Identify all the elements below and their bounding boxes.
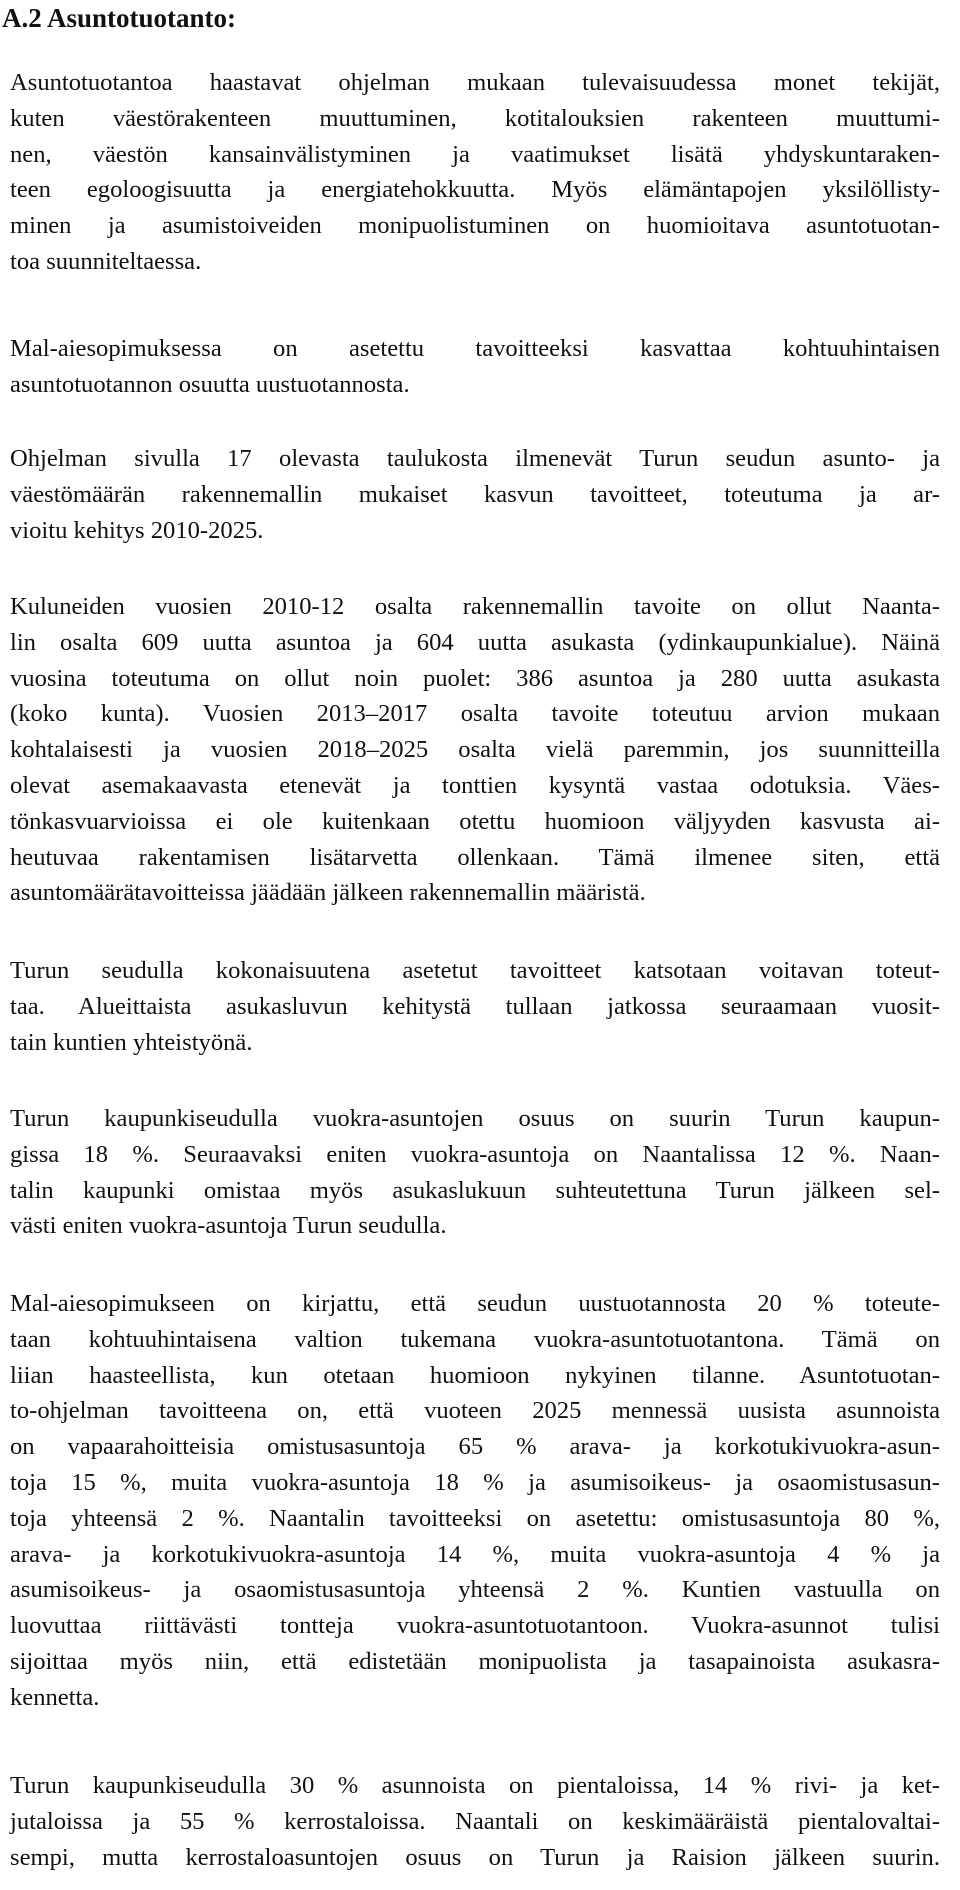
paragraph-rental-share — [10, 1101, 940, 1244]
text-line: toa suunniteltaessa. — [10, 247, 202, 275]
text-line: arava- ja korkotukivuokra-asuntoja 14 %, muita vuokra-asuntoja 4 % ja — [10, 1540, 940, 1568]
text-line: liian haasteellista, kun otetaan huomioon nykyinen tilanne. Asuntotuotan- — [10, 1361, 940, 1389]
text-line: jutaloissa ja 55 % kerrostaloissa. Naantali on keskimääräistä pientalovaltai- — [10, 1807, 940, 1835]
text-line: sempi, mutta kerrostaloasuntojen osuus on Turun ja Raision jälkeen suurin. — [10, 1843, 940, 1871]
text-line: toja yhteensä 2 %. Naantalin tavoitteeksi on asetettu: omistusasuntoja 80 %, — [10, 1504, 940, 1532]
paragraph-tenure-goals — [10, 1286, 940, 1716]
text-line: minen ja asumistoiveiden monipuolistuminen on huomioitava asuntotuotan- — [10, 212, 940, 240]
text-line: on vapaarahoitteisia omistusasuntoja 65 % arava- ja korkotukivuokra-asun- — [10, 1433, 940, 1461]
text-line: Asuntotuotantoa haastavat ohjelman mukaan tulevaisuudessa monet tekijät, — [10, 69, 940, 96]
section-heading: A.2 Asuntotuotanto: — [2, 3, 237, 33]
text-line: Turun kaupunkiseudulla 30 % asunnoista on pientaloissa, 14 % rivi- ja ket- — [10, 1772, 940, 1799]
text-line: Mal-aiesopimuksessa on asetettu tavoitteeksi kasvattaa kohtuuhintaisen — [10, 335, 940, 362]
text-line: Kuluneiden vuosien 2010-12 osalta rakennemallin tavoite on ollut Naanta- — [10, 593, 940, 620]
text-line: heutuvaa rakentamisen lisätarvetta ollenkaan. Tämä ilmenee siten, että — [10, 843, 940, 871]
text-line: tain kuntien yhteistyönä. — [10, 1028, 253, 1056]
paragraph-building-types — [10, 1768, 940, 1875]
text-line: vuosina toteutuma on ollut noin puolet: 386 asuntoa ja 280 uutta asukasta — [10, 664, 940, 692]
text-line: asumisoikeus- ja osaomistusasuntoja yhteensä 2 %. Kuntien vastuulla on — [10, 1576, 940, 1604]
text-line: Turun kaupunkiseudulla vuokra-asuntojen osuus on suurin Turun kaupun- — [10, 1105, 940, 1132]
text-line: olevat asemakaavasta etenevät ja tonttien kysyntä vastaa odotuksia. Väes- — [10, 771, 940, 799]
text-line: kohtalaisesti ja vuosien 2018–2025 osalta vielä paremmin, jos suunnitteilla — [10, 736, 940, 764]
text-line: teen egoloogisuutta ja energiatehokkuutta. Myös elämäntapojen yksilöllisty- — [10, 176, 940, 204]
text-line: nen, väestön kansainvälistyminen ja vaatimukset lisätä yhdyskuntaraken- — [10, 140, 940, 168]
text-line: toja 15 %, muita vuokra-asuntoja 18 % ja asumisoikeus- ja osaomistusasun- — [10, 1468, 940, 1496]
text-line: Ohjelman sivulla 17 olevasta taulukosta ilmenevät Turun seudun asunto- ja — [10, 445, 940, 472]
text-line: sijoittaa myös niin, että edistetään monipuolista ja tasapainoista asukasra- — [10, 1647, 940, 1675]
paragraph-mal-agreement — [10, 331, 940, 403]
text-line: Mal-aiesopimukseen on kirjattu, että seudun uustuotannosta 20 % toteute- — [10, 1290, 940, 1317]
text-line: asuntotuotannon osuutta uustuotannosta. — [10, 370, 410, 398]
text-line: (koko kunta). Vuosien 2013–2017 osalta tavoite toteutuu arvion mukaan — [10, 700, 940, 728]
paragraph-past-years — [10, 589, 940, 911]
text-line: tönkasvuarvioissa ei ole kuitenkaan otettu huomioon väljyyden kasvusta ai- — [10, 807, 940, 835]
text-line: talin kaupunki omistaa myös asukaslukuun suhteutettuna Turun jälkeen sel- — [10, 1176, 940, 1204]
paragraph-regional-targets — [10, 953, 940, 1060]
text-line: lin osalta 609 uutta asuntoa ja 604 uutta asukasta (ydinkaupunkialue). Näinä — [10, 628, 940, 656]
text-line: västi eniten vuokra-asuntoja Turun seudulla. — [10, 1212, 447, 1240]
text-line: väestömäärän rakennemallin mukaiset kasvun tavoitteet, toteutuma ja ar- — [10, 480, 940, 508]
text-line: Turun seudulla kokonaisuutena asetetut tavoitteet katsotaan voitavan toteut- — [10, 957, 940, 984]
text-line: kuten väestörakenteen muuttuminen, kotitalouksien rakenteen muuttumi- — [10, 104, 940, 132]
text-line: vioitu kehitys 2010-2025. — [10, 516, 264, 544]
paragraph-production-challenges — [10, 65, 940, 280]
text-line: taa. Alueittaista asukasluvun kehitystä tullaan jatkossa seuraamaan vuosit- — [10, 992, 940, 1020]
text-line: asuntomäärätavoitteissa jäädään jälkeen rakennemallin määristä. — [10, 879, 646, 907]
text-line: luovuttaa riittävästi tontteja vuokra-asuntotuotantoon. Vuokra-asunnot tulisi — [10, 1612, 940, 1640]
text-line: to-ohjelman tavoitteena on, että vuoteen 2025 mennessä uusista asunnoista — [10, 1397, 940, 1425]
text-line: gissa 18 %. Seuraavaksi eniten vuokra-asuntoja on Naantalissa 12 %. Naan- — [10, 1140, 940, 1168]
paragraph-growth-targets — [10, 441, 940, 548]
text-line: kennetta. — [10, 1683, 100, 1711]
text-line: taan kohtuuhintaisena valtion tukemana vuokra-asuntotuotantona. Tämä on — [10, 1325, 940, 1353]
